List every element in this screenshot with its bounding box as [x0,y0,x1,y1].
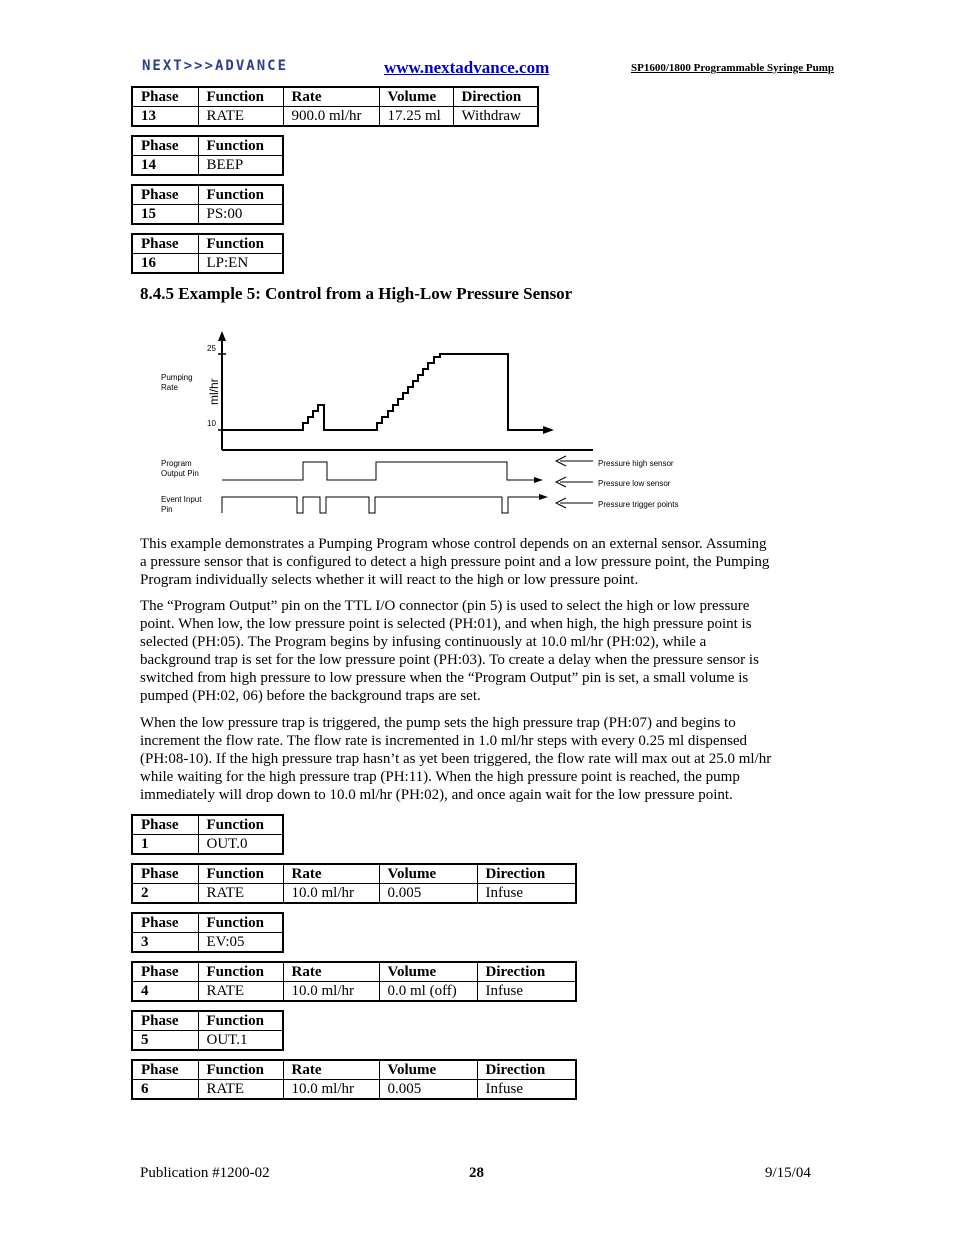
program-output-label: Program [161,459,192,468]
table-cell: LP:EN [198,254,283,274]
table-cell: 14 [132,156,198,176]
unit-label: ml/hr [207,378,221,405]
table-cell: 10.0 ml/hr [283,1080,379,1100]
table-cell: OUT.0 [198,835,283,855]
footer-date: 9/15/04 [765,1165,811,1181]
paragraph-1 [140,535,808,589]
table-cell: 10.0 ml/hr [283,982,379,1002]
text-line: background trap is set for the low pressure point (PH:03). To create a delay when the pressure sensor is [140,652,759,668]
table-cell: RATE [198,107,283,127]
text-line: (PH:08-10). If the high pressure trap hasn’t as yet been triggered, the flow rate will max out at 25.0 ml/hr [140,751,772,767]
tick-label-25: 25 [207,344,216,353]
table-header: Function [198,913,283,933]
table-header: Direction [477,1060,576,1080]
table-cell: 16 [132,254,198,274]
pressure-trigger-label: Pressure trigger points [598,500,679,509]
table-cell: EV:05 [198,933,283,953]
event-input-label: Pin [161,505,173,514]
text-line: selected (PH:05). The Program begins by infusing continuously at 10.0 ml/hr (PH:02), while a [140,634,707,650]
table-header: Phase [132,234,198,254]
table-cell: 6 [132,1080,198,1100]
table-header: Function [198,185,283,205]
table-cell: 1 [132,835,198,855]
table-header: Phase [132,1011,198,1031]
paragraph-3 [140,714,808,804]
table-cell: OUT.1 [198,1031,283,1051]
table-header: Rate [283,962,379,982]
text-line: switched from high pressure to low pressure when the “Program Output” pin is set, a small volume is [140,670,749,686]
table-header: Function [198,234,283,254]
table-header: Phase [132,864,198,884]
pressure-timing-diagram [150,325,710,525]
table-header: Rate [283,864,379,884]
table-header: Rate [283,1060,379,1080]
program-output-label: Output Pin [161,469,199,478]
table-header: Volume [379,864,477,884]
phase-table-1 [131,814,284,855]
tick-label-10: 10 [207,419,216,428]
table-cell: 4 [132,982,198,1002]
text-line: point. When low, the low pressure point is selected (PH:01), and when high, the high pressure point is [140,616,752,632]
text-line: This example demonstrates a Pumping Program whose control depends on an external sensor. Assuming [140,536,767,552]
table-header: Phase [132,87,198,107]
table-header: Phase [132,1060,198,1080]
table-header: Phase [132,136,198,156]
phase-table-15 [131,184,284,225]
table-cell: RATE [198,982,283,1002]
table-cell: 2 [132,884,198,904]
event-input-label: Event Input [161,495,202,504]
table-cell: 0.005 [379,884,477,904]
table-cell: PS:00 [198,205,283,225]
text-line: a pressure sensor that is configured to detect a high pressure point and a low pressure point, the Pumping [140,554,770,570]
table-header: Function [198,136,283,156]
table-header: Volume [379,1060,477,1080]
table-cell: 10.0 ml/hr [283,884,379,904]
table-cell: 13 [132,107,198,127]
table-header: Phase [132,913,198,933]
phase-table-3 [131,912,284,953]
pumping-rate-line [222,354,545,430]
pumping-rate-label: Pumping [161,373,193,382]
table-header: Phase [132,185,198,205]
table-cell: 0.0 ml (off) [379,982,477,1002]
table-cell: 3 [132,933,198,953]
page-number: 28 [469,1165,484,1181]
table-header: Function [198,864,283,884]
output-arrowhead [534,477,543,483]
text-line: pumped (PH:02, 06) before the background traps are set. [140,688,481,704]
table-header: Volume [379,962,477,982]
table-header: Function [198,87,283,107]
rate-arrowhead [543,426,554,434]
table-header: Volume [379,87,453,107]
table-cell: 900.0 ml/hr [283,107,379,127]
table-header: Function [198,1060,283,1080]
phase-table-2 [131,863,577,904]
table-cell: Infuse [477,982,576,1002]
phase-table-5 [131,1010,284,1051]
table-header: Direction [453,87,538,107]
table-header: Phase [132,815,198,835]
table-cell: 17.25 ml [379,107,453,127]
phase-table-6 [131,1059,577,1100]
table-header: Direction [477,864,576,884]
text-line: while waiting for the high pressure trap (PH:11). When the high pressure point is reached, the pump [140,769,740,785]
phase-table-16 [131,233,284,274]
text-line: Program individually selects whether it will react to the high or low pressure point. [140,572,639,588]
footer-publication: Publication #1200-02 [140,1165,270,1181]
table-header: Function [198,815,283,835]
event-input-signal [222,497,540,513]
program-output-signal [222,462,535,480]
table-cell: 15 [132,205,198,225]
pressure-low-label: Pressure low sensor [598,479,671,488]
table-header: Phase [132,962,198,982]
text-line: When the low pressure trap is triggered, the pump sets the high pressure trap (PH:07) and begins to [140,715,736,731]
table-header: Rate [283,87,379,107]
phase-table-4 [131,961,577,1002]
table-header: Direction [477,962,576,982]
table-cell: Infuse [477,884,576,904]
y-axis-arrow [218,331,226,341]
text-line: The “Program Output” pin on the TTL I/O connector (pin 5) is used to select the high or low pressure [140,598,750,614]
company-logo: NEXT>>>ADVANCE [142,58,289,74]
table-cell: Infuse [477,1080,576,1100]
text-line: immediately will drop down to 10.0 ml/hr (PH:02), and once again wait for the low pressure point. [140,787,733,803]
table-cell: 5 [132,1031,198,1051]
text-line: increment the flow rate. The flow rate is incremented in 1.0 ml/hr steps with every 0.25 ml dispensed [140,733,748,749]
document-title: SP1600/1800 Programmable Syringe Pump [631,62,834,74]
pressure-high-label: Pressure high sensor [598,459,674,468]
table-cell: 0.005 [379,1080,477,1100]
phase-table-13 [131,86,539,127]
paragraph-2 [140,597,808,705]
table-cell: RATE [198,884,283,904]
phase-table-14 [131,135,284,176]
table-cell: BEEP [198,156,283,176]
website-link[interactable]: www.nextadvance.com [384,58,550,77]
table-cell: Withdraw [453,107,538,127]
table-cell: RATE [198,1080,283,1100]
table-header: Function [198,962,283,982]
table-header: Function [198,1011,283,1031]
event-arrowhead [539,494,548,500]
pumping-rate-label: Rate [161,383,178,392]
section-heading: 8.4.5 Example 5: Control from a High-Low Pressure Sensor [140,284,573,303]
